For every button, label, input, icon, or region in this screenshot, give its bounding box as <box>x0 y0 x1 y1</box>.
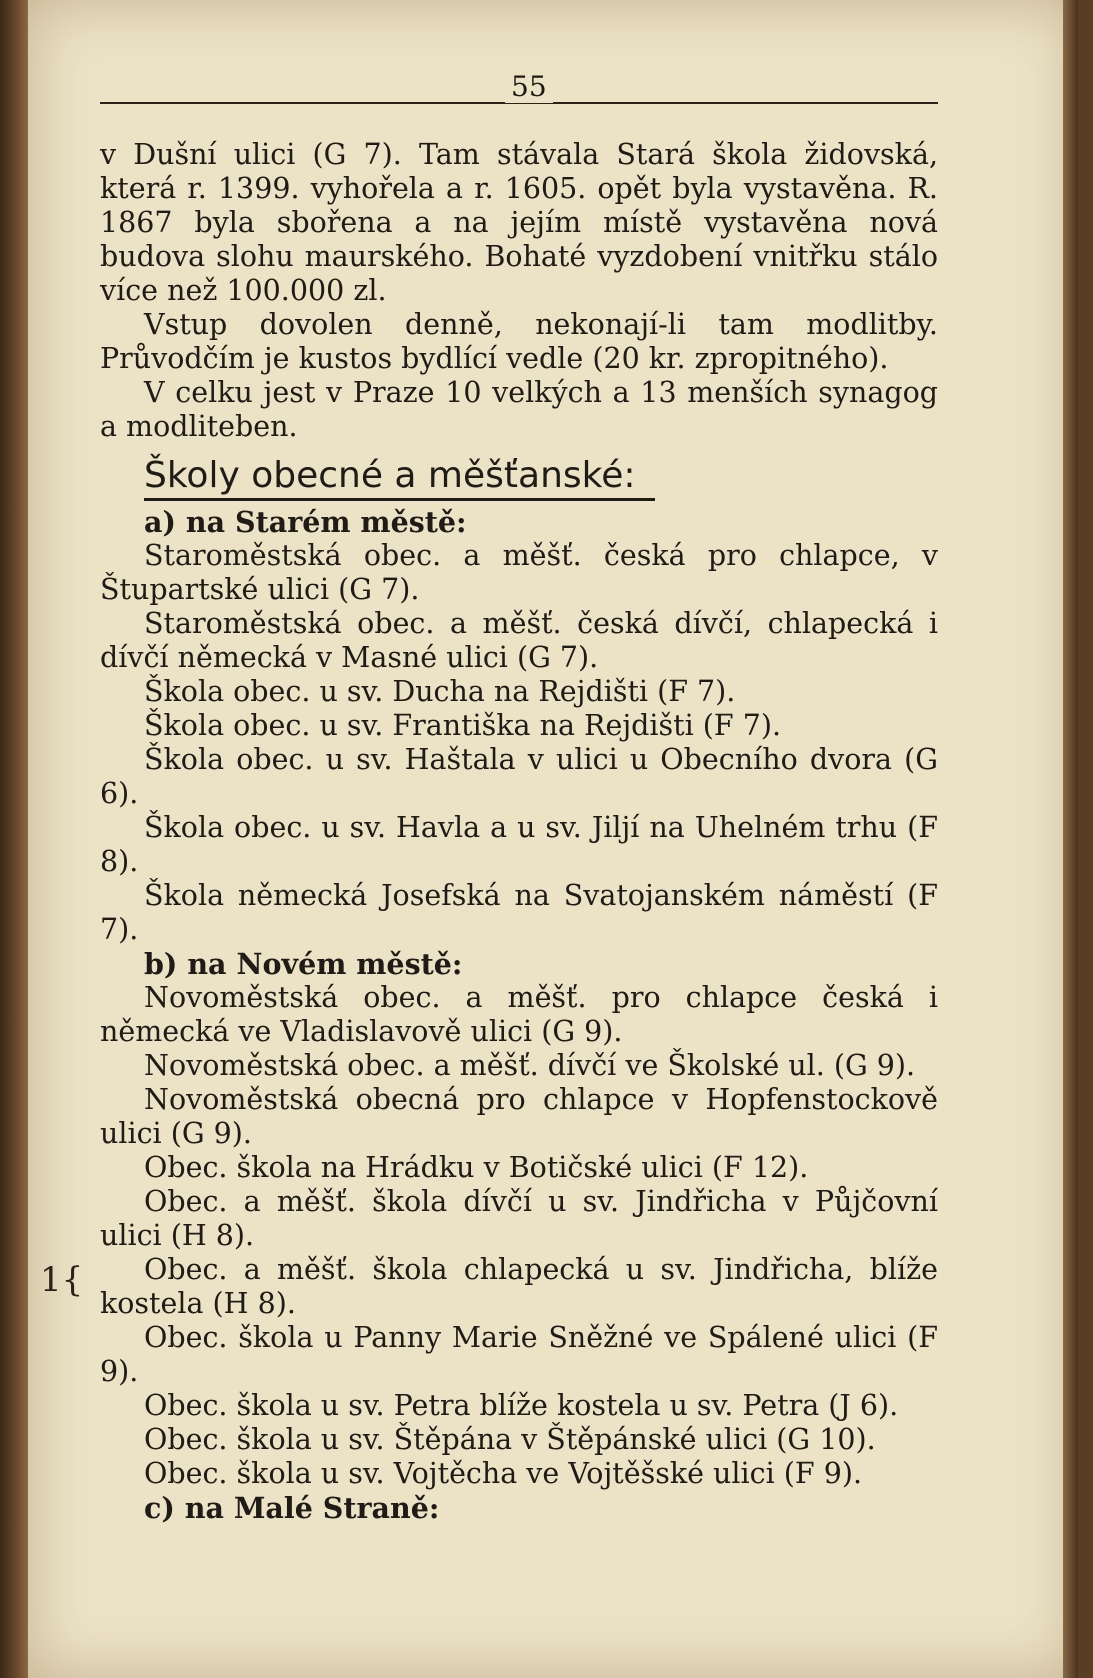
list-item: Obec. škola na Hrádku v Botičské ulici (F 12). <box>144 1151 809 1184</box>
list-item: Obec. a měšť. škola chlapecká u sv. Jindřicha, blíže kostela (H 8). <box>100 1253 938 1320</box>
section-c-title: c) na Malé Straně: <box>144 1491 440 1525</box>
list-item: Škola obec. u sv. Františka na Rejdišti (F 7). <box>144 709 782 742</box>
paragraph-intro-3: V celku jest v Praze 10 velkých a 13 menších synagog a modliteben. <box>100 376 938 443</box>
book-binding <box>0 0 28 1678</box>
list-item: Škola německá Josefská na Svatojanském náměstí (F 7). <box>100 879 938 946</box>
list-item: Škola obec. u sv. Havla a u sv. Jiljí na Uhelném trhu (F 8). <box>100 811 938 878</box>
margin-mark: 1{ <box>40 1260 84 1300</box>
list-item: Obec. škola u Panny Marie Sněžné ve Spálené ulici (F 9). <box>100 1321 938 1388</box>
list-item: Obec. škola u sv. Vojtěcha ve Vojtěšské ulici (F 9). <box>144 1457 863 1490</box>
section-c <box>100 1491 938 1525</box>
section-b-title: b) na Novém městě: <box>144 947 463 981</box>
section-b <box>100 947 938 1491</box>
page-header <box>100 70 938 106</box>
list-item: Obec. a měšť. škola dívčí u sv. Jindřicha v Půjčovní ulici (H 8). <box>100 1185 938 1252</box>
list-item: Staroměstská obec. a měšť. česká pro chlapce, v Štupartské ulici (G 7). <box>100 539 938 606</box>
list-item: Novoměstská obecná pro chlapce v Hopfenstockově ulici (G 9). <box>100 1083 938 1150</box>
list-item: Obec. škola u sv. Štěpána v Štěpánské ulici (G 10). <box>144 1423 876 1456</box>
list-item: Novoměstská obec. a měšť. dívčí ve Školské ul. (G 9). <box>144 1049 916 1082</box>
section-heading: Školy obecné a měšťanské: <box>144 454 655 501</box>
list-item: Novoměstská obec. a měšť. pro chlapce česká i německá ve Vladislavově ulici (G 9). <box>100 981 938 1048</box>
section-a <box>100 505 938 947</box>
paragraph-intro-2: Vstup dovolen denně, nekonají-li tam modlitby. Průvodčím je kustos bydlící vedle (20 kr. zpropitného). <box>100 308 938 375</box>
page-number: 55 <box>505 70 553 103</box>
list-item: Staroměstská obec. a měšť. česká dívčí, chlapecká i dívčí německá v Masné ulici (G 7). <box>100 607 938 674</box>
page-edge <box>1063 0 1078 1678</box>
paragraph-intro-1: v Dušní ulici (G 7). Tam stávala Stará škola židovská, která r. 1399. vyhořela a r. 1605. opět byla vystavěna. R. 1867 byla sbořena a na jejím místě vystavěna nová budova slohu maurského. Bohaté vyzdobení vnitřku stálo více než 100.000 zl. <box>100 138 938 307</box>
text-column <box>100 138 938 1525</box>
list-item: Obec. škola u sv. Petra blíže kostela u sv. Petra (J 6). <box>144 1389 899 1422</box>
section-a-title: a) na Starém městě: <box>144 505 467 539</box>
list-item: Škola obec. u sv. Ducha na Rejdišti (F 7). <box>144 675 736 708</box>
list-item: Škola obec. u sv. Haštala v ulici u Obecního dvora (G 6). <box>100 743 938 810</box>
